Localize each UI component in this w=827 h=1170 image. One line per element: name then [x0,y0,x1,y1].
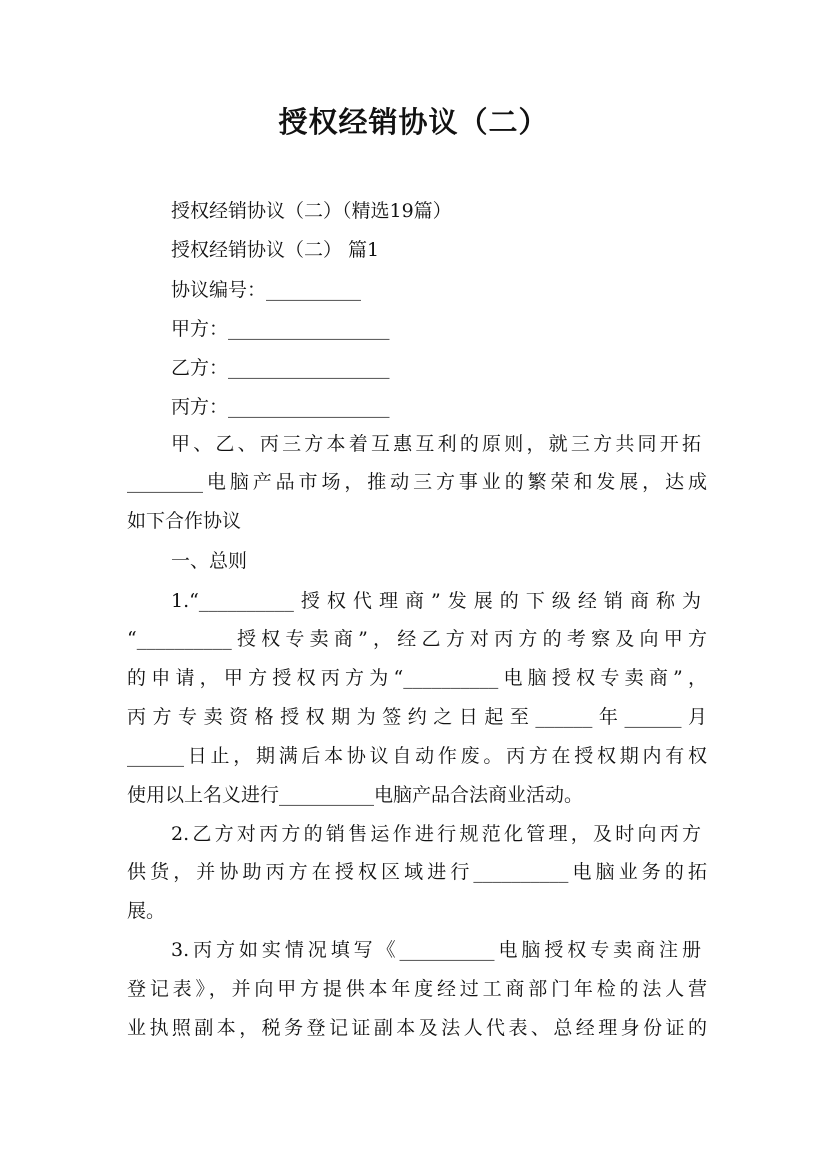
subtitle-line: 授权经销协议（二）（精选19篇） [171,200,452,222]
paragraph-line: 丙方专卖资格授权期为签约之日起至______年______月 [127,706,707,728]
document-title: 授权经销协议（二） [278,105,549,139]
party-c-field: 丙方：_________________ [171,396,390,418]
paragraph-line: “__________授权专卖商”，经乙方对丙方的考察及向甲方 [127,628,707,650]
paragraph-line: 供货，并协助丙方在授权区域进行__________电脑业务的拓 [127,861,707,883]
section-heading: 授权经销协议（二） 篇1 [171,239,380,261]
paragraph-line: 如下合作协议 [127,510,242,532]
party-a-field: 甲方：_________________ [171,318,390,340]
section-heading: 一、总则 [171,550,248,572]
paragraph-line: 2.乙方对丙方的销售运作进行规范化管理，及时向丙方 [171,823,701,845]
paragraph-line: 业执照副本，税务登记证副本及法人代表、总经理身份证的 [127,1017,707,1039]
paragraph-line: 甲、乙、丙三方本着互惠互利的原则，就三方共同开拓 [171,433,701,455]
paragraph-line: 3.丙方如实情况填写《__________电脑授权专卖商注册 [171,939,701,961]
paragraph-line: 展。 [127,900,166,922]
paragraph-line: ______日止，期满后本协议自动作废。丙方在授权期内有权 [127,745,707,767]
paragraph-line: 的申请，甲方授权丙方为“__________电脑授权专卖商”， [127,667,707,689]
agreement-number-field: 协议编号：__________ [171,279,362,301]
party-b-field: 乙方：_________________ [171,357,390,379]
paragraph-line: ________电脑产品市场，推动三方事业的繁荣和发展，达成 [127,471,707,493]
paragraph-line: 登记表》，并向甲方提供本年度经过工商部门年检的法人营 [127,978,707,1000]
paragraph-line: 1.“__________授权代理商”发展的下级经销商称为 [171,590,701,612]
paragraph-line: 使用以上名义进行__________电脑产品合法商业活动。 [127,784,584,806]
